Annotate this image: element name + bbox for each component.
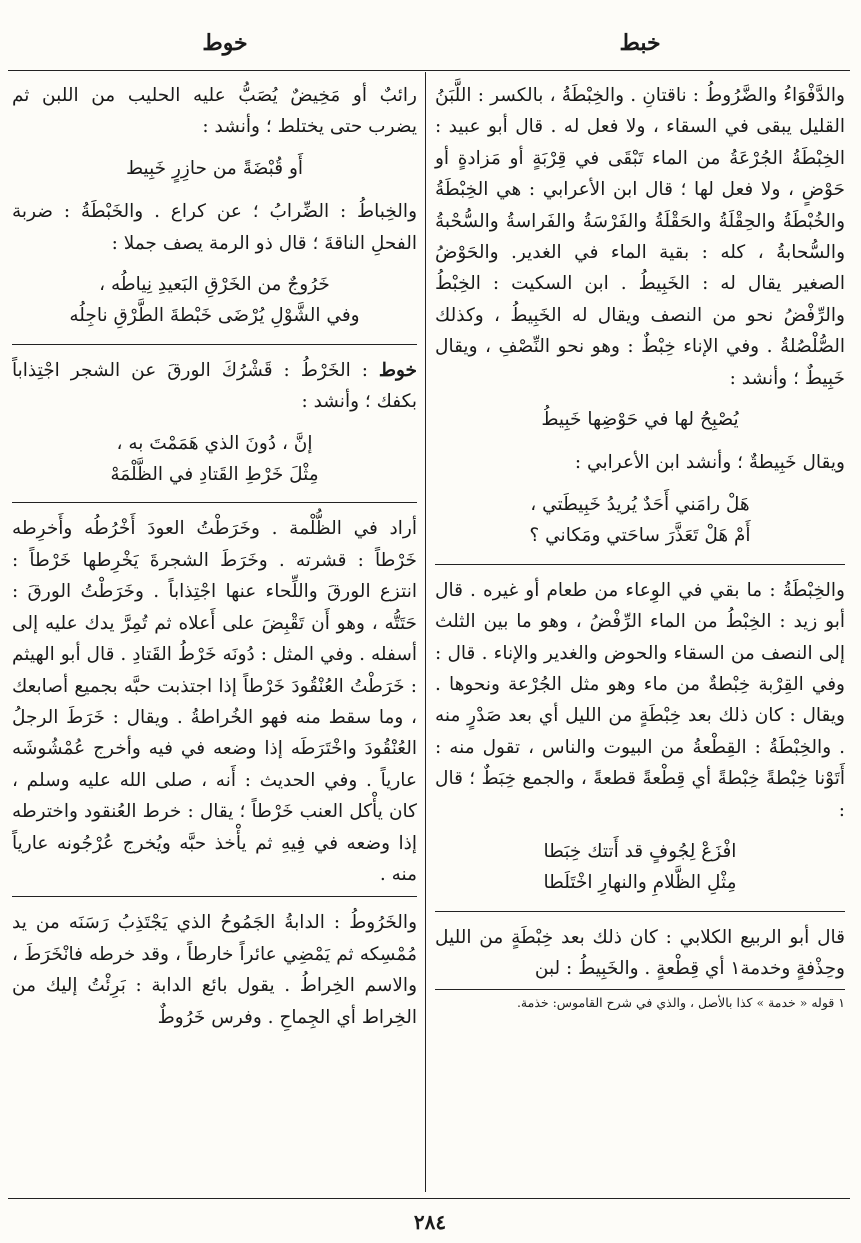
verse-line: أَمْ هَلْ تَعَذَّرَ ساحَتي ومَكاني ؟ xyxy=(529,525,751,547)
paragraph: والخَرُوطُ : الدابةُ الجَمُوحُ الذي يَجْتَذِبُ رَسَنَه من يد مُمْسِكه ثم يَمْضِي عائراً خارطاً ، وقد خرطه فانْخَرَطَ ، والاسم الخِراطُ . يقول بائع الدابة : بَرِئْتُ إليك من الخِراط أي الجِماحِ . وفرس خَرُوطٌ xyxy=(12,912,417,1028)
verse-line: هَلْ رامَني أَحَدٌ يُريدُ خَبِيطَتي ، xyxy=(530,493,750,515)
separator xyxy=(435,911,845,912)
entry-headword: خوط xyxy=(378,359,417,381)
verse-line: أَو قُبْضَةً من حازِرٍ خَبِيط xyxy=(125,157,304,179)
verse-block xyxy=(435,489,845,552)
right-column xyxy=(435,80,845,1012)
verse-line: مِثْلِ الظَّلامِ والنهارِ اخْتَلَطا xyxy=(543,872,737,894)
paragraph: رائبٌ أو مَخِيضٌ يُصَبُّ عليه الحليب من اللبن ثم يضرب حتى يختلط ؛ وأنشد : xyxy=(12,85,417,138)
paragraph: والخِبْطَةُ : ما بقي في الوِعاء من طعام أو غيره . قال أبو زيد : الخِبْطُ من الماء الرِّفْضُ ، وهو ما بين الثلث إلى النصف من السقاء والحوض والغدير والإناء . قال : وفي القِرْبة خِبْطةٌ من ماء وهو مثل الجُرْعة ونحوها . ويقال : كان ذلك بعد خِبْطَةٍ من الليل أي بعد صَدْرٍ منه . والخِبْطَةُ : القِطْعةُ من البيوت والناس ، تقول منه : أَتَوْنا خِبْطةً خِبْطةً أي قِطْعةً قطعةً ، والجمع خِبَطٌ ؛ قال : xyxy=(435,579,845,821)
header-left-word: خوط xyxy=(202,30,248,56)
verse-line: وفي الشَّوْلِ يُرْضَى خَبْطةَ الطَّرْقِ ناجِلُه xyxy=(69,305,360,327)
left-column xyxy=(12,80,417,1033)
separator xyxy=(12,896,417,897)
header-right-word: خبط xyxy=(619,30,661,56)
top-rule xyxy=(8,70,850,71)
paragraph: ويقال خَبِيطةٌ ؛ وأنشد ابن الأعرابي : xyxy=(574,452,845,474)
separator xyxy=(12,344,417,345)
footnote: ١ قوله « خدمة » كذا بالأصل ، والذي في شرح القاموس: خذمة. xyxy=(516,994,845,1010)
footnote-rule xyxy=(435,989,845,990)
column-divider xyxy=(425,72,426,1192)
verse-block xyxy=(435,836,845,899)
page-header xyxy=(0,22,861,72)
paragraph: والخِباطُ : الضِّرابُ ؛ عن كراع . والخَبْطَةُ : ضربة الفحلِ الناقةَ ؛ قال ذو الرمة يصف جملا : xyxy=(12,201,417,254)
separator xyxy=(435,564,845,565)
paragraph: قال أبو الربيع الكلابي : كان ذلك بعد خِبْطَةٍ من الليل وحِذْفةٍ وخدمة١ أي قِطْعةٍ . والخَبِيطُ : لبن xyxy=(435,926,845,980)
verse-block xyxy=(12,153,417,184)
entry-text: : الخَرْطُ : قَشْرُكَ الورقَ عن الشجر اجْتِذاباً بكفك ؛ وأنشد : xyxy=(12,359,417,413)
verse-line: يُصْبِحُ لها في حَوْضِها خَبِيطُ xyxy=(541,409,739,431)
paragraph: والدَّفْوَاءُ والضَّرُوطُ : ناقتانِ . والخِبْطَةُ ، بالكسر : اللَّبَنُ القليل يبقى في السقاء ، ولا فعل له . قال أبو عبيد : الخِبْطَةُ الجُرْعَةُ من الماء تَبْقَى في قِرْبَةٍ أو مَزادةٍ أو حَوْضٍ ، ولا فعل لها ؛ قال ابن الأعرابي : هي الخِبْطَةُ والخُبْطَةُ والحِقْلَةُ والحَقْلَةُ والفَرْسَةُ والفَراسةُ والسُّحْبةُ والسُّحابةُ ، كله : بقية الماء في الغدير. والحَوْضُ الصغير يقال له : الخَبِيطُ . ابن السكيت : الخِبْطُ والرِّفْضُ نحو من النصف ويقال له الخَبِيطُ ، وكذلك الصُّلْصُلةُ . وفي الإناء خِبْطٌ : وهو نحو النِّصْفِ ، ويقال خَبِيطٌ ؛ وأنشد : xyxy=(435,85,845,389)
verse-line: خَرُوجٌ من الخَرْقِ البَعيدِ نِياطُه ، xyxy=(99,274,330,296)
bottom-rule xyxy=(8,1198,850,1199)
paragraph: أراد في الظُّلْمة . وخَرَطْتُ العودَ أَخْرُطُه وأَخرِطه خَرْطاً : قشرته . وخَرَطَ الشجرةَ يَخْرِطها خَرْطاً : انتزع الورقَ واللِّحاء عنها اجْتِذاباً . وخَرَطْتُ الورقَ : حَتَتُّه ، وهو أَن تَقْبِضَ على أَعلاه ثم تُمِرَّ يدك عليه إلى أسفله . وفي المثل : دُونَه خَرْطُ القَتادِ . قال أبو الهيثم : خَرَطْتُ العُنْقُودَ خَرْطاً إذا اجتذبت حبَّه بجميع أصابعك ، وما سقط منه فهو الخُراطةُ . ويقال : خَرَطَ الرجلُ العُنْقُودَ واخْتَرَطَه إذا وضعه في فيه وأخرج عُمْشُوشَه عارياً . وفي الحديث : أَنه ، صلى الله عليه وسلم ، كان يأْكل العنب خَرْطاً ؛ يقال : خرط العُنقود واخترطه إذا وضعه في فِيهِ ثم يأْخذ حبَّه ويُخرج عُرْجُونه عارياً منه . xyxy=(12,518,417,885)
verse-line: إنَّ ، دُونَ الذي هَمَمْتَ به ، xyxy=(116,432,313,454)
entry-paragraph xyxy=(12,355,417,418)
separator xyxy=(12,502,417,503)
verse-block xyxy=(435,404,845,435)
verse-line: افْزَعْ لِجُوفٍ قد أَتتك خِبَطا xyxy=(543,840,737,862)
verse-block xyxy=(12,269,417,332)
page-number: ٢٨٤ xyxy=(413,1210,447,1234)
verse-block xyxy=(12,428,417,491)
verse-line: مِثْلَ خَرْطِ القَتادِ في الظَّلْمَهْ xyxy=(110,464,319,486)
